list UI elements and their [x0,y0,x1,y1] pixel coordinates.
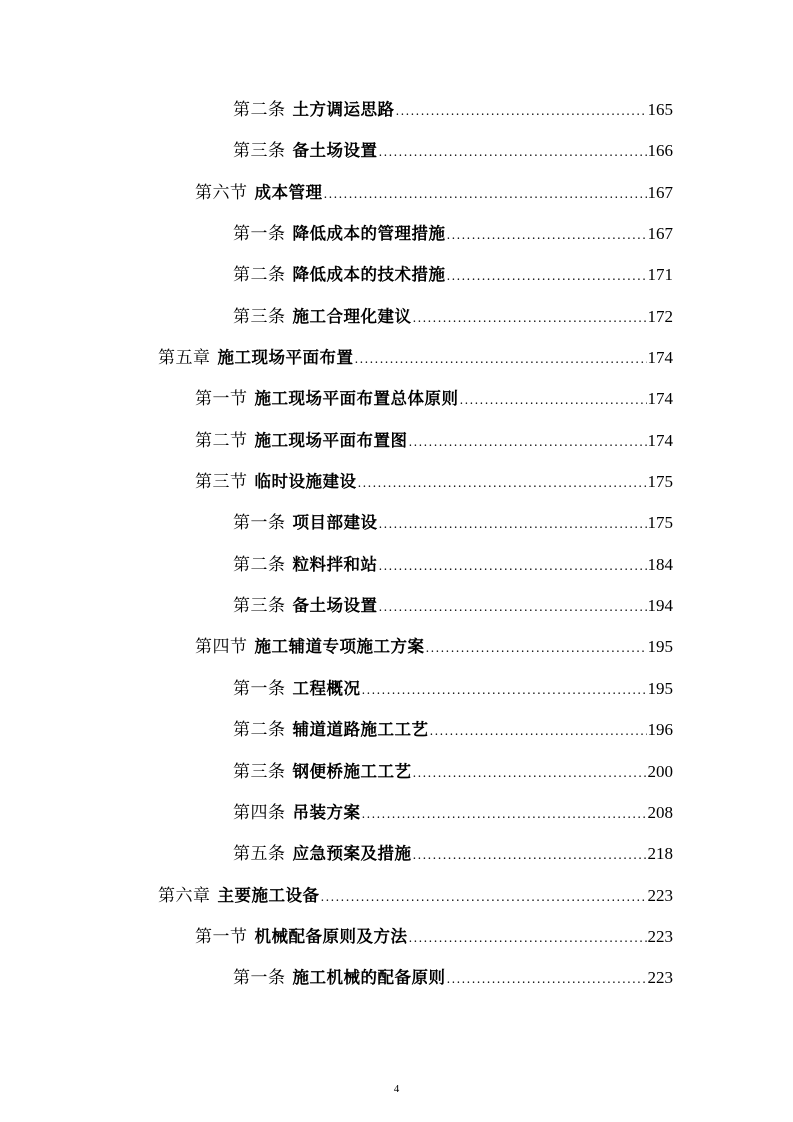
toc-entry-label: 第三条 [233,306,286,327]
toc-entry-label: 第一条 [233,224,286,245]
toc-entry-page-number: 171 [647,265,673,285]
toc-entry[interactable] [0,296,793,337]
toc-entry-label: 第二条 [233,265,286,286]
toc-entry[interactable] [0,254,793,295]
toc-entry-page-number: 194 [647,596,673,616]
dot-leader [409,918,647,959]
toc-entry-title: 应急预案及措施 [292,844,412,864]
toc-entry[interactable] [0,668,793,709]
toc-entry[interactable] [0,89,793,130]
toc-entry[interactable] [0,792,793,833]
toc-entry-label: 第一条 [233,968,286,989]
toc-entry-label: 第三条 [233,141,286,162]
toc-entry-title: 临时设施建设 [254,472,357,492]
toc-entry-title: 主要施工设备 [217,885,320,905]
toc-entry-label: 第一节 [195,926,248,947]
toc-entry-page-number: 196 [647,720,673,740]
toc-entry-page-number: 195 [647,678,673,698]
toc-entry-page-number: 195 [647,637,673,657]
toc-entry-title: 项目部建设 [292,513,378,533]
toc-entry-label: 第四条 [233,802,286,823]
dot-leader [413,753,647,794]
dot-leader [324,174,647,215]
toc-entry-page-number: 223 [647,968,673,988]
dot-leader [321,877,647,918]
toc-entry-label: 第六节 [195,182,248,203]
toc-entry-label: 第三条 [233,596,286,617]
toc-entry-title: 辅道道路施工工艺 [292,720,429,740]
toc-entry-page-number: 174 [647,348,673,368]
toc-entry-label: 第五章 [158,348,211,369]
toc-entry-page-number: 167 [647,182,673,202]
toc-entry[interactable] [0,461,793,502]
toc-entry-title: 机械配备原则及方法 [254,926,408,946]
toc-entry[interactable] [0,172,793,213]
dot-leader [362,794,647,835]
toc-entry-label: 第二条 [233,554,286,575]
toc-entry-page-number: 172 [647,306,673,326]
toc-entry[interactable] [0,502,793,543]
dot-leader [413,835,647,876]
dot-leader [409,422,647,463]
toc-entry-page-number: 218 [647,844,673,864]
dot-leader [379,546,647,587]
toc-entry-page-number: 223 [647,885,673,905]
toc-entry-title: 备土场设置 [292,141,378,161]
dot-leader [396,91,647,132]
toc-entry[interactable] [0,420,793,461]
dot-leader [447,215,647,256]
dot-leader [379,587,647,628]
toc-entry-label: 第二条 [233,720,286,741]
dot-leader [430,711,647,752]
toc-entry-title: 施工合理化建议 [292,306,412,326]
toc-entry-label: 第二条 [233,100,286,120]
toc-entry[interactable] [0,130,793,171]
dot-leader [413,298,647,339]
toc-entry-page-number: 165 [647,100,673,119]
toc-entry-title: 降低成本的管理措施 [292,224,446,244]
toc-entry-title: 土方调运思路 [292,100,395,119]
toc-entry-title: 施工现场平面布置 [217,348,354,368]
toc-entry-title: 粒料拌和站 [292,554,378,574]
toc-entry-title: 施工辅道专项施工方案 [254,637,425,657]
toc-entry-page-number: 223 [647,926,673,946]
toc-entry-label: 第一条 [233,513,286,534]
toc-entry-page-number: 200 [647,761,673,781]
toc-entry[interactable] [0,751,793,792]
toc-entry[interactable] [0,337,793,378]
toc-entry[interactable] [0,833,793,874]
toc-entry[interactable] [0,709,793,750]
dot-leader [460,380,647,421]
toc-entry[interactable] [0,378,793,419]
dot-leader [447,959,647,1000]
toc-entry[interactable] [0,957,793,998]
toc-entry-page-number: 184 [647,554,673,574]
toc-entry-page-number: 174 [647,389,673,409]
toc-entry-title: 钢便桥施工工艺 [292,761,412,781]
dot-leader [362,670,647,711]
toc-entry-page-number: 175 [647,513,673,533]
toc-entry-label: 第一条 [233,678,286,699]
table-of-contents [0,89,793,999]
toc-entry-page-number: 175 [647,472,673,492]
toc-entry-label: 第二节 [195,430,248,451]
dot-leader [355,339,647,380]
toc-entry-label: 第四节 [195,637,248,658]
toc-entry[interactable] [0,626,793,667]
dot-leader [426,628,647,669]
dot-leader [379,504,647,545]
dot-leader [358,463,647,504]
toc-entry-title: 施工现场平面布置图 [254,430,408,450]
toc-entry[interactable] [0,585,793,626]
toc-entry-title: 降低成本的技术措施 [292,265,446,285]
toc-entry-title: 施工机械的配备原则 [292,968,446,988]
toc-entry-title: 吊装方案 [292,802,361,822]
toc-entry-title: 备土场设置 [292,596,378,616]
toc-entry[interactable] [0,213,793,254]
toc-entry-title: 成本管理 [254,182,323,202]
toc-entry-label: 第六章 [158,885,211,906]
toc-entry-label: 第三条 [233,761,286,782]
toc-entry-label: 第五条 [233,844,286,865]
toc-entry-label: 第一节 [195,389,248,410]
toc-entry-page-number: 166 [647,141,673,161]
toc-entry-title: 工程概况 [292,678,361,698]
dot-leader [447,256,647,297]
toc-entry-page-number: 174 [647,430,673,450]
toc-entry-title: 施工现场平面布置总体原则 [254,389,459,409]
toc-entry-page-number: 208 [647,802,673,822]
toc-entry[interactable] [0,916,793,957]
page-number: 4 [393,1083,400,1095]
toc-entry[interactable] [0,544,793,585]
toc-entry-label: 第三节 [195,472,248,493]
toc-entry-page-number: 167 [647,224,673,244]
toc-entry[interactable] [0,875,793,916]
dot-leader [379,132,647,173]
